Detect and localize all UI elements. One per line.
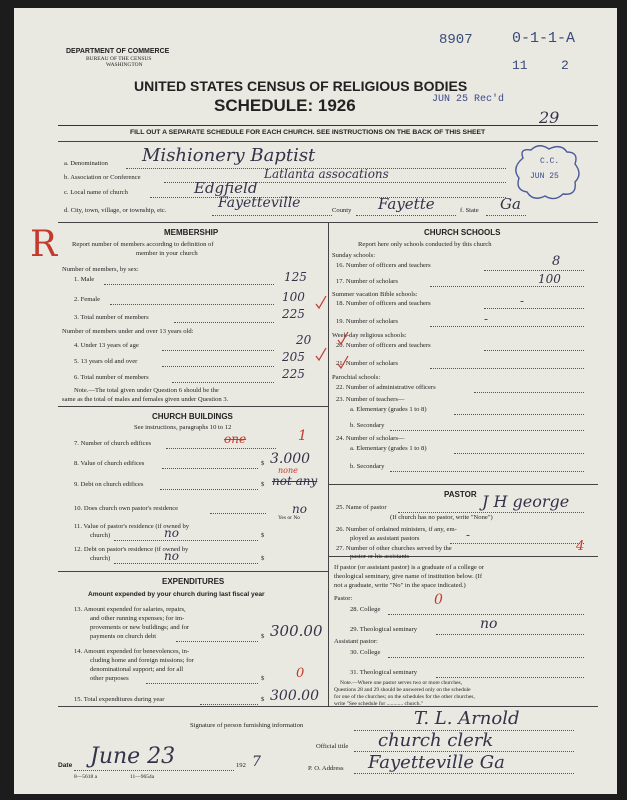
q18-label: 18. Number of officers and teachers (336, 300, 431, 307)
red-r-mark: R (30, 224, 58, 265)
city-line (212, 215, 332, 216)
pastor-note-1: Note.—Where one pastor serves two or more churches, (340, 680, 463, 686)
state-value: Ga (500, 195, 521, 213)
q17-label: 17. Number of scholars (336, 278, 398, 285)
q16-line (484, 270, 584, 271)
by-sex-label: Number of members, by sex: (62, 266, 139, 273)
q26-line (450, 543, 584, 544)
q2-line (110, 304, 274, 305)
q23b-line (390, 430, 584, 431)
q17-line (430, 286, 584, 287)
date-year-prefix: 192 (236, 762, 246, 769)
q4-label: 4. Under 13 years of age (74, 342, 139, 349)
q3-value: 225 (282, 307, 305, 321)
q23a-line (454, 414, 584, 415)
code-a: 11 (512, 58, 528, 73)
q13-label-c: provements or new buildings; and for (90, 624, 190, 631)
q20-line (484, 350, 584, 351)
denomination-label: a. Denomination (64, 160, 108, 167)
buildings-title: CHURCH BUILDINGS (152, 412, 233, 421)
bureau-name: BUREAU OF THE CENSUS (86, 56, 152, 62)
q29-line (436, 634, 584, 635)
q30-label: 30. College (350, 649, 381, 656)
code-number: 8907 (439, 32, 473, 48)
date-label: Date (58, 762, 73, 769)
state-line (486, 215, 526, 216)
q11-dollar: $ (261, 532, 265, 539)
association-value: Latlanta assocations (264, 167, 389, 181)
q24b-line (390, 471, 584, 472)
date-value: June 23 (90, 744, 176, 769)
column-divider-lower (328, 556, 329, 706)
q18-value: - (520, 294, 525, 308)
q25-value: J H george (482, 492, 570, 511)
q13-label-d: payments on church debt (90, 633, 157, 640)
q28-value: 0 (434, 592, 443, 608)
q11-line (114, 540, 258, 541)
q31-line (436, 677, 584, 678)
q29-label: 29. Theological seminary (350, 626, 418, 633)
q2-value: 100 (282, 290, 305, 304)
official-title-label: Official title (316, 743, 349, 750)
q12-value: no (164, 549, 179, 563)
q21-label: 21. Number of scholars (336, 360, 398, 367)
received-stamp: JUN 25 Rec'd (432, 94, 505, 105)
q16-label: 16. Number of officers and teachers (336, 262, 431, 269)
q22-label: 22. Number of administrative officers (336, 384, 436, 391)
q24b-label: b. Secondary (350, 463, 385, 470)
q26-value: - (466, 528, 471, 542)
q14-value: 0 (296, 666, 305, 681)
q23-label: 23. Number of teachers— (336, 396, 405, 403)
pastor-subheading: Pastor: (334, 595, 353, 602)
pastor-note-2: Questions 28 and 29 should be answered only on the schedule (334, 687, 471, 693)
local-name-line (150, 197, 506, 198)
age-header: Number of members under and over 13 years old: (62, 328, 194, 335)
q15-value: 300.00 (270, 688, 319, 704)
official-title-value: church clerk (378, 730, 494, 751)
q19-label: 19. Number of scholars (336, 318, 398, 325)
q23a-label: a. Elementary (grades 1 to 8) (350, 406, 427, 413)
q16-value: 8 (552, 254, 561, 269)
q27-value: 4 (576, 539, 585, 554)
q14-dollar: $ (261, 675, 265, 682)
q17-value: 100 (538, 272, 561, 286)
q13-label-b: and other running expenses; for im- (90, 615, 185, 622)
q8-label: 8. Value of church edifices (74, 460, 145, 467)
expenditures-title: EXPENDITURES (162, 577, 225, 586)
q9-value: none (278, 466, 298, 475)
q15-line (200, 704, 258, 705)
form-number-2: 11—9654a (130, 774, 155, 780)
q8-dollar: $ (261, 460, 265, 467)
city-value: Fayetteville (218, 195, 301, 211)
form-number: 8—5618 a (74, 774, 98, 780)
school-check-marks (336, 328, 350, 378)
q27-label-b: pastor or his assistants (350, 553, 410, 560)
expenditures-subtitle: Amount expended by your church during last fiscal year (88, 591, 265, 598)
q3-label: 3. Total number of members (74, 314, 149, 321)
q18-line (484, 308, 584, 309)
schools-bottom-rule (328, 484, 598, 485)
q8-value: 3.000 (270, 451, 311, 467)
county-line (356, 215, 456, 216)
q14-line (146, 683, 258, 684)
sunday-label: Sunday schools: (332, 252, 376, 259)
local-name-label: c. Local name of church (64, 189, 128, 196)
graduate-text-1: If pastor (or assistant pastor) is a graduate of a college or (334, 564, 484, 571)
q31-label: 31. Theological seminary (350, 669, 418, 676)
q14-label-d: other purposes (90, 675, 129, 682)
q25-label: 25. Name of pastor (336, 504, 387, 511)
q3-line (174, 322, 274, 323)
summer-label: Summer vacation Bible schools: (332, 291, 418, 298)
code-top: 0-1-1-A (512, 30, 576, 47)
q7-struck-value: one (224, 432, 247, 446)
q13-line (176, 641, 258, 642)
q12-line (114, 563, 258, 564)
q12-dollar: $ (261, 555, 265, 562)
yes-or-no-hint: Yes or No (278, 515, 301, 521)
q29-value: no (480, 616, 498, 632)
q9-label: 9. Debt on church edifices (74, 481, 144, 488)
weekday-label: Week-day religious schools: (332, 332, 407, 339)
q9-struck-value: not any (272, 474, 318, 488)
po-address-value: Fayetteville Ga (368, 752, 505, 773)
po-address-line (354, 773, 574, 774)
q11-label-b: church) (90, 532, 111, 539)
pastor-title: PASTOR (444, 490, 477, 499)
membership-note-2: same as the total of males and females given under Question 3. (62, 396, 229, 403)
q26-label-a: 26. Number of ordained ministers, if any, em- (336, 526, 457, 533)
membership-note-1: Note.—The total given under Question 6 should be the (74, 387, 219, 394)
signature-label: Signature of person furnishing information (190, 722, 304, 729)
code-b: 2 (561, 58, 569, 73)
membership-title: MEMBERSHIP (164, 228, 219, 237)
q26-label-b: ployed as assistant pastors (350, 535, 420, 542)
q15-label: 15. Total expenditures during year (74, 696, 165, 703)
membership-subtitle-1: Report number of members according to definition of (72, 241, 214, 248)
instructions-line: FILL OUT A SEPARATE SCHEDULE FOR EACH CHURCH. SEE INSTRUCTIONS ON THE BACK OF THIS SHEET (130, 129, 486, 136)
county-value: Fayette (378, 195, 435, 213)
q5-label: 5. 13 years old and over (74, 358, 138, 365)
q6-line (172, 382, 274, 383)
q13-label-a: 13. Amount expended for salaries, repairs, (74, 606, 186, 613)
q23b-label: b. Secondary (350, 422, 385, 429)
state-label: f. State (460, 207, 479, 214)
q8-line (162, 468, 258, 469)
column-divider-upper (328, 222, 329, 556)
q1-label: 1. Male (74, 276, 95, 283)
q2-label: 2. Female (74, 296, 101, 303)
pastor-note-4: write "See schedule for ............ church." (334, 701, 424, 707)
q10-label: 10. Does church own pastor's residence (74, 505, 179, 512)
assistant-subheading: Assistant pastor: (334, 638, 378, 645)
q24a-line (454, 453, 584, 454)
q12-label-b: church) (90, 555, 111, 562)
q28-label: 28. College (350, 606, 381, 613)
cc-stamp-text: C.C. (540, 157, 560, 166)
q13-value: 300.00 (270, 622, 323, 640)
q7-line (166, 448, 276, 449)
schools-title: CHURCH SCHOOLS (424, 228, 501, 237)
q6-label: 6. Total number of members (74, 374, 149, 381)
q9-line (160, 489, 258, 490)
graduate-text-2: theological seminary, give name of institution below. (If (334, 573, 483, 580)
q1-value: 125 (284, 270, 307, 284)
q14-label-c: denominational support; and for all (90, 666, 184, 673)
q24-label: 24. Number of scholars— (336, 435, 405, 442)
schools-subtitle: Report here only schools conducted by this church (358, 241, 492, 248)
q21-line (430, 368, 584, 369)
q28-line (388, 614, 584, 615)
buildings-bottom-rule (58, 571, 328, 572)
q7-value: 1 (298, 428, 307, 444)
cc-stamp-date: JUN 25 (530, 172, 559, 181)
q1-line (104, 284, 274, 285)
q4-line (162, 350, 274, 351)
title-rule (58, 125, 598, 126)
q24a-label: a. Elementary (grades 1 to 8) (350, 445, 427, 452)
association-label: b. Association or Conference (64, 174, 141, 181)
date-year-digit: 7 (252, 754, 261, 770)
membership-subtitle-2: member in your church (136, 250, 198, 257)
form-title: UNITED STATES CENSUS OF RELIGIOUS BODIES (134, 78, 468, 94)
q13-dollar: $ (261, 633, 265, 640)
q11-label-a: 11. Value of pastor's residence (if owned by (74, 523, 190, 530)
q6-value: 225 (282, 367, 305, 381)
county-label: County (332, 207, 352, 214)
instructions-rule (58, 141, 598, 142)
q12-label-a: 12. Debt on pastor's residence (if owned by (74, 546, 189, 553)
q14-label-a: 14. Amount expended for benevolences, in- (74, 648, 190, 655)
graduate-text-3: not a graduate, write "No" in the space indicated.) (334, 582, 466, 589)
red-check-marks (314, 294, 328, 384)
department-name: DEPARTMENT OF COMMERCE (66, 48, 170, 55)
signature-value: T. L. Arnold (414, 708, 520, 729)
date-line (74, 770, 234, 771)
census-schedule-sheet (14, 8, 617, 794)
section-bottom-rule (58, 706, 598, 707)
q9-dollar: $ (261, 481, 265, 488)
q10-value: no (292, 502, 307, 516)
parochial-label: Parochial schools: (332, 374, 381, 381)
q30-line (388, 657, 584, 658)
q22-line (474, 392, 584, 393)
membership-bottom-rule (58, 406, 328, 407)
q25-line (398, 512, 584, 513)
q20-label: 20. Number of officers and teachers (336, 342, 431, 349)
q19-value: - (484, 312, 489, 326)
q5-value: 205 (282, 350, 305, 364)
handwritten-number: 29 (539, 108, 560, 127)
q19-line (430, 326, 584, 327)
q14-label-b: cluding home and foreign missions; for (90, 657, 194, 664)
city-label: d. City, town, village, or township, etc. (64, 207, 167, 214)
bureau-city: WASHINGTON (106, 62, 143, 68)
pastor-note-3: for one of the churches; on the schedules for the other churches, (334, 694, 475, 700)
po-address-label: P. O. Address (308, 765, 344, 772)
q5-line (162, 366, 274, 367)
q15-dollar: $ (261, 696, 265, 703)
q27-label-a: 27. Number of other churches served by the (336, 545, 452, 552)
q25-note: (If church has no pastor, write "None") (390, 514, 493, 521)
q4-value: 20 (296, 333, 312, 347)
buildings-subtitle: See instructions, paragraphs 10 to 12 (134, 424, 232, 431)
schedule-title: SCHEDULE: 1926 (214, 96, 356, 115)
q11-value: no (164, 526, 179, 540)
q10-line (210, 513, 266, 514)
local-name-value: Edgfield (194, 179, 258, 197)
denomination-value: Mishionery Baptist (142, 145, 316, 166)
q7-label: 7. Number of church edifices (74, 440, 152, 447)
